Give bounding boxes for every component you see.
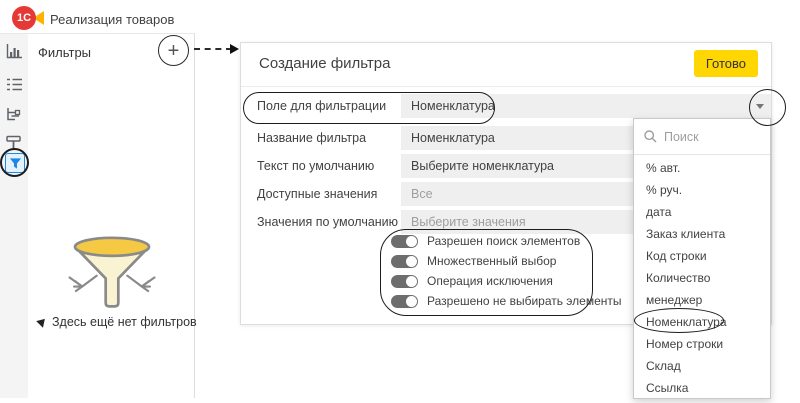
- default-text-input[interactable]: Выберите номенклатура: [401, 154, 771, 178]
- dropdown-item[interactable]: Код строки: [646, 249, 707, 263]
- toggle-label: Разрешен поиск элементов: [427, 234, 581, 248]
- dropdown-item-nomenklatura[interactable]: Номенклатура: [646, 315, 727, 329]
- toggle-allow-no-selection[interactable]: [391, 295, 418, 308]
- filters-panel: [28, 33, 195, 398]
- tree-icon[interactable]: [6, 107, 23, 122]
- dashed-arrow-head-icon: [230, 44, 239, 54]
- toggle-row-exclude: [391, 273, 553, 289]
- search-icon: [644, 130, 657, 143]
- page-title: Реализация товаров: [50, 12, 175, 27]
- dropdown-item[interactable]: Склад: [646, 359, 681, 373]
- filters-panel-title: Фильтры: [38, 45, 92, 60]
- filter-icon[interactable]: [5, 153, 25, 173]
- field-label: Поле для фильтрации: [257, 99, 387, 113]
- search-input[interactable]: [664, 130, 749, 144]
- chevron-down-icon[interactable]: [756, 104, 764, 109]
- toggle-label: Разрешено не выбирать элементы: [427, 294, 622, 308]
- dropdown-item[interactable]: Номер строки: [646, 337, 724, 351]
- field-label: Доступные значения: [257, 187, 378, 201]
- toggle-row-allow-empty: [391, 293, 622, 309]
- add-filter-button[interactable]: +: [158, 35, 189, 66]
- dropdown-item[interactable]: Заказ клиента: [646, 227, 726, 241]
- dropdown-item[interactable]: Ссылка: [646, 381, 689, 395]
- toggle-label: Операция исключения: [427, 274, 553, 288]
- available-values-input[interactable]: Все: [401, 182, 771, 206]
- filter-field-select[interactable]: Номенклатура: [401, 94, 771, 118]
- dialog-divider: [241, 86, 771, 87]
- dropdown-item[interactable]: % руч.: [646, 183, 683, 197]
- bar-chart-icon[interactable]: [6, 44, 23, 59]
- roller-icon[interactable]: [6, 135, 23, 150]
- toggle-multi-select[interactable]: [391, 255, 418, 268]
- dropdown-list: [634, 155, 770, 399]
- filter-name-input[interactable]: Номенклатура: [401, 126, 771, 150]
- dropdown-item[interactable]: менеджер: [646, 293, 703, 307]
- toggle-allow-search[interactable]: [391, 235, 418, 248]
- toggle-label: Множественный выбор: [427, 254, 557, 268]
- dropdown-item[interactable]: дата: [646, 205, 672, 219]
- dropdown-item[interactable]: Количество: [646, 271, 711, 285]
- app-logo: 1С: [12, 6, 36, 30]
- field-label: Название фильтра: [257, 131, 367, 145]
- dropdown-search: [634, 119, 770, 155]
- list-icon[interactable]: [6, 77, 23, 92]
- default-values-input[interactable]: Выберите значения: [401, 210, 771, 234]
- dropdown-item[interactable]: % авт.: [646, 161, 681, 175]
- toggle-row-search: [391, 233, 580, 249]
- dialog-title: Создание фильтра: [259, 55, 391, 72]
- done-button[interactable]: Готово: [694, 50, 758, 77]
- empty-funnel-illustration: [62, 236, 162, 310]
- field-label: Текст по умолчанию: [257, 159, 375, 173]
- toggle-row-multi: [391, 253, 556, 269]
- dashed-arrow: [194, 48, 232, 50]
- field-row-filter-field: [241, 94, 771, 120]
- toggle-exclude-operation[interactable]: [391, 275, 418, 288]
- field-dropdown: [633, 118, 771, 399]
- no-filters-text: Здесь ещё нет фильтров: [52, 315, 197, 329]
- field-label: Значения по умолчанию: [257, 215, 399, 229]
